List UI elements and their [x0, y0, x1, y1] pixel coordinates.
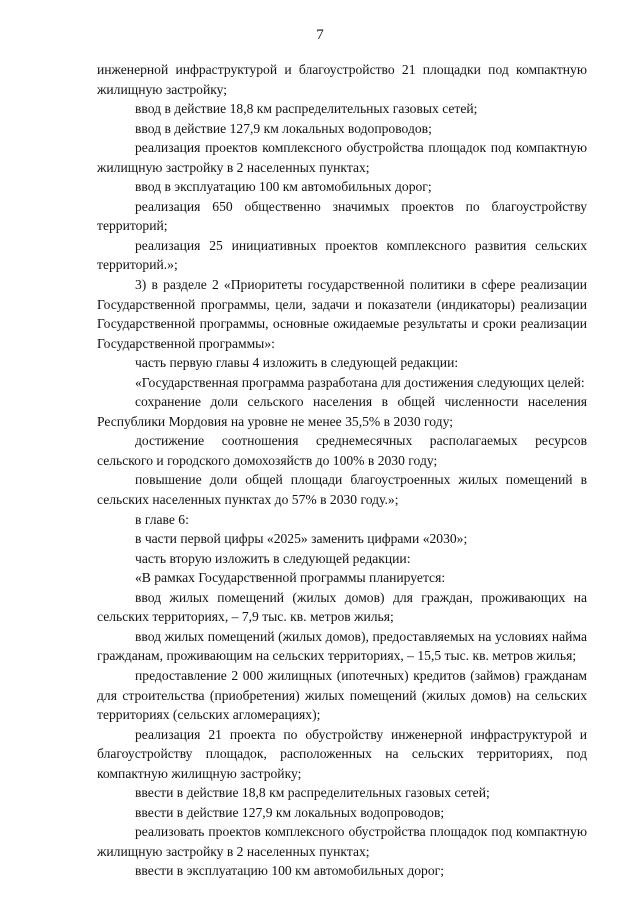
paragraph: реализация 25 инициативных проектов комплексного развития сельских территорий.»;: [97, 237, 587, 273]
paragraph: реализация 650 общественно значимых проектов по благоустройству территорий;: [97, 198, 587, 234]
paragraph: в главе 6:: [135, 511, 189, 527]
paragraph: реализация 21 проекта по обустройству инженерной инфраструктурой и благоустройству площадок, расположенных на сельских территориях, под компактную жилищную застройку;: [97, 726, 587, 781]
paragraph: реализация проектов комплексного обустройства площадок под компактную жилищную застройку в 2 населенных пунктах;: [97, 140, 587, 175]
paragraph: «В рамках Государственной программы планируется:: [135, 570, 446, 586]
paragraph: в части первой цифры «2025» заменить цифрами «2030»;: [135, 531, 468, 547]
paragraph: ввести в эксплуатацию 100 км автомобильных дорог;: [135, 863, 444, 879]
paragraph: ввод в действие 18,8 км распределительных газовых сетей;: [135, 101, 478, 117]
paragraph: ввод в действие 127,9 км локальных водопроводов;: [135, 120, 432, 136]
paragraph: реализовать проектов комплексного обустройства площадок под компактную жилищную застройку в 2 населенных пунктах;: [97, 824, 587, 859]
paragraph: повышение доли общей площади благоустроенных жилых помещений в сельских населенных пунктах до 57% в 2030 году.»;: [97, 472, 587, 508]
paragraph: ввести в действие 18,8 км распределительных газовых сетей;: [135, 785, 490, 801]
paragraph: ввод жилых помещений (жилых домов) для граждан, проживающих на сельских территориях, – 7,9 тыс. кв. метров жилья;: [97, 589, 587, 625]
paragraph: часть вторую изложить в следующей редакции:: [135, 550, 411, 566]
paragraph: ввод в эксплуатацию 100 км автомобильных дорог;: [135, 179, 432, 195]
paragraph: предоставление 2 000 жилищных (ипотечных) кредитов (займов) гражданам для строительства (приобретения) жилых помещений (жилых домов) на сельских территориях (сельских агломерациях);: [97, 667, 587, 723]
paragraph: сохранение доли сельского населения в общей численности населения Республики Мордовия на уровне не менее 35,5% в 2030 году;: [97, 394, 587, 429]
page-number: 7: [316, 27, 324, 43]
paragraph: ввод жилых помещений (жилых домов), предоставляемых на условиях найма гражданам, проживающим на сельских территориях, – 15,5 тыс. кв. метров жилья;: [97, 628, 587, 664]
paragraph: инженерной инфраструктурой и благоустройство 21 площадки под компактную жилищную застройку;: [97, 62, 587, 97]
paragraph: часть первую главы 4 изложить в следующей редакции:: [135, 355, 459, 371]
paragraph: «Государственная программа разработана для достижения следующих целей:: [135, 374, 585, 390]
document-body: [97, 60, 587, 881]
paragraph: 3) в разделе 2 «Приоритеты государственной политики в сфере реализации Государственной программы, цели, задачи и показатели (индикаторы) реализации Государственной программы, основные ожидаемые результаты и сроки реализации Государственной программы»:: [97, 277, 587, 351]
paragraph: достижение соотношения среднемесячных располагаемых ресурсов сельского и городского домохозяйств до 100% в 2030 году;: [97, 433, 587, 468]
paragraph: ввести в действие 127,9 км локальных водопроводов;: [135, 804, 445, 820]
